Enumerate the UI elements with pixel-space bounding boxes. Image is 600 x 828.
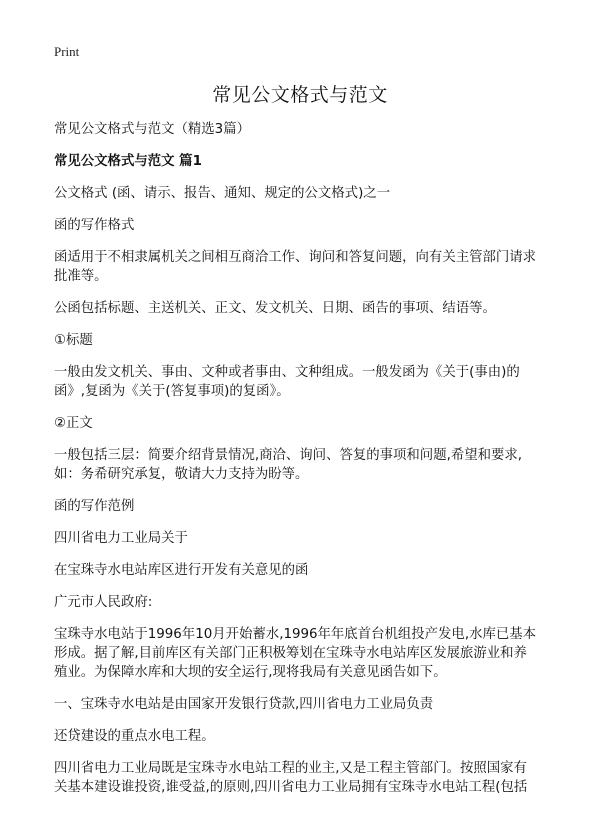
paragraph: 函的写作格式 xyxy=(54,218,135,233)
paragraph: 还贷建设的重点水电工程。 xyxy=(54,729,215,744)
paragraph: 广元市人民政府: xyxy=(54,595,153,610)
paragraph: ②正文 xyxy=(54,416,93,431)
paragraph: 公函包括标题、主送机关、正文、发文机关、日期、函告的事项、结语等。 xyxy=(54,301,496,316)
paragraph: 公文格式 (函、请示、报告、通知、规定的公文格式)之一 xyxy=(54,186,391,201)
paragraph: 四川省电力工业局关于 xyxy=(54,531,188,546)
paragraph: 在宝珠寺水电站库区进行开发有关意见的函 xyxy=(54,563,309,578)
document-subtitle: 常见公文格式与范文（精选3篇） xyxy=(54,122,250,137)
paragraph: 函的写作范例 xyxy=(54,499,135,514)
paragraph: ①标题 xyxy=(54,333,93,348)
print-label: Print xyxy=(54,44,80,59)
paragraph: 宝珠寺水电站于1996年10月开始蓄水,1996年年底首台机组投产发电,水库已基本形成。据了解,目前库区有关部门正积极筹划在宝珠寺水电站库区发展旅游业和养殖业。为保障水库和大坝的安全运行,现将我局有关意见函告如下。 xyxy=(54,627,537,680)
document-title: 常见公文格式与范文 xyxy=(212,84,388,106)
paragraph: 一般包括三层：简要介绍背景情况,商洽、询问、答复的事项和问题,希望和要求,如：务希研究承复，敬请大力支持为盼等。 xyxy=(54,448,523,482)
paragraph: 一、宝珠寺水电站是由国家开发银行贷款,四川省电力工业局负责 xyxy=(54,697,434,712)
paragraph: 四川省电力工业局既是宝珠寺水电站工程的业主,又是工程主管部门。按照国家有关基本建设谁投资,谁受益,的原则,四川省电力工业局拥有宝珠寺水电站工程(包括 xyxy=(54,761,528,795)
document-body xyxy=(54,120,540,810)
paragraph: 一般由发文机关、事由、文种或者事由、文种组成。一般发函为《关于(事由)的函》,复函为《关于(答复事项)的复函》。 xyxy=(54,365,520,399)
section-heading: 常见公文格式与范文 篇1 xyxy=(54,154,202,169)
paragraph: 函适用于不相隶属机关之间相互商洽工作、询问和答复问题，向有关主管部门请求批准等。 xyxy=(54,250,537,284)
